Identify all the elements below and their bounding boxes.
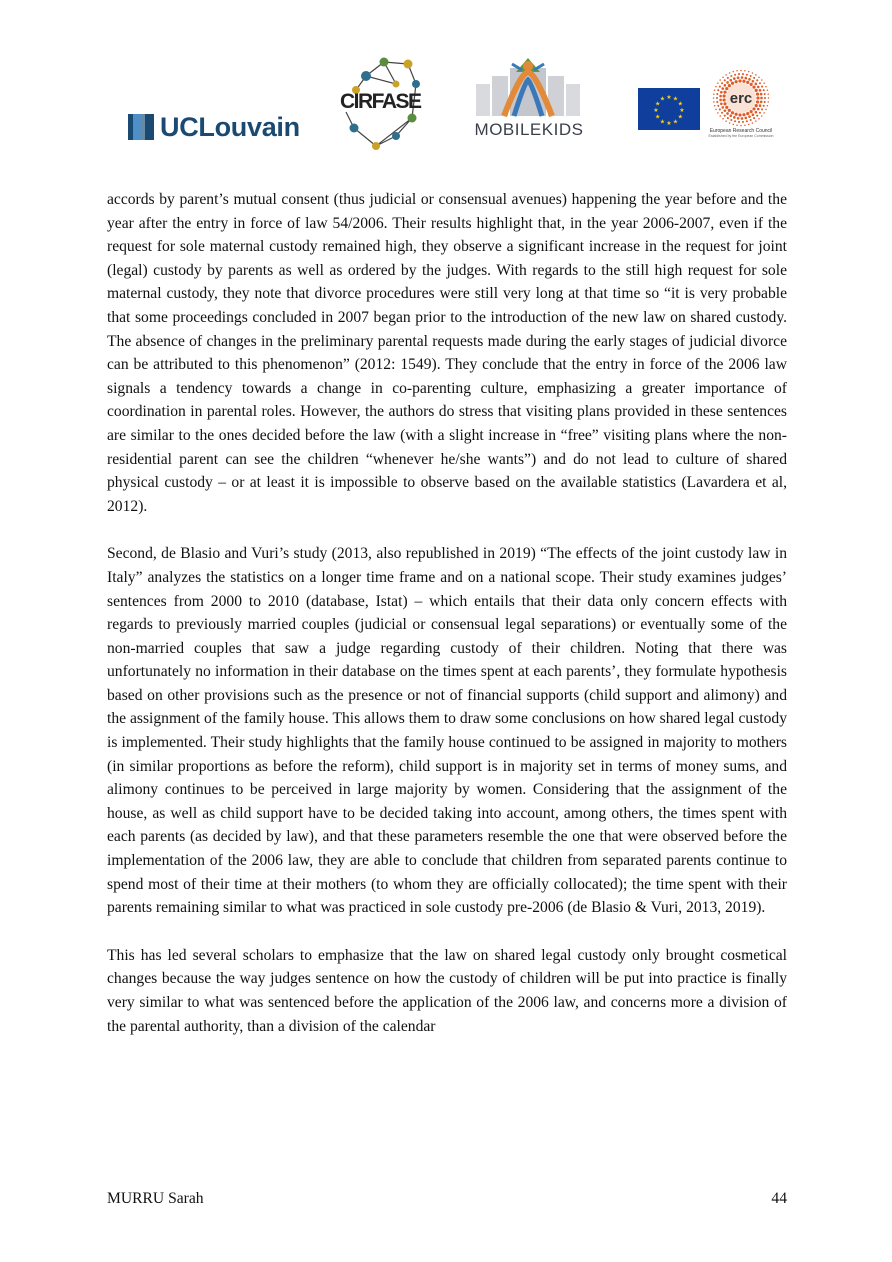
erc-dot-icon [761,108,763,110]
erc-dot-icon [727,117,729,119]
erc-dot-icon [752,113,755,116]
erc-dot-icon [733,116,736,119]
erc-dot-icon [765,86,767,88]
erc-dot-icon [738,113,741,116]
erc-dot-icon [748,124,750,126]
footer-page-number: 44 [771,1190,787,1207]
eu-star-icon: ★ [666,95,672,101]
erc-dot-icon [729,114,732,117]
erc-dot-icon [748,115,751,118]
erc-dot-icon [716,97,718,99]
erc-dot-icon [755,104,758,107]
erc-dot-icon [750,75,752,77]
erc-dot-icon [730,75,732,77]
erc-dot-icon [750,83,753,86]
erc-dot-icon [760,93,763,96]
eu-star-icon: ★ [666,121,672,127]
header-logos [0,0,892,160]
erc-dot-icon [713,93,715,95]
erc-dot-icon [767,101,769,103]
erc-dot-icon [759,104,762,107]
erc-dot-icon [727,77,729,79]
uclouvain-logo-text: UCLouvain [160,112,300,142]
erc-dot-icon [731,82,734,85]
erc-dot-icon [767,105,769,107]
erc-dot-icon [763,112,765,114]
erc-dot-icon [717,112,719,114]
erc-dot-icon [742,113,745,116]
erc-dot-icon [714,105,716,107]
erc-dot-icon [724,79,726,81]
erc-dot-icon [736,124,738,126]
erc-dot-icon [745,117,748,120]
erc-dot-icon [768,97,770,99]
erc-dot-icon [752,85,755,88]
erc-dot-icon [721,106,724,109]
erc-dot-icon [728,84,731,87]
erc-dot-icon [756,96,759,99]
erc-dot-icon [756,100,759,103]
erc-dot-icon [713,101,715,103]
erc-dot-icon [750,119,752,121]
erc-dot-icon [753,77,755,79]
erc-dot-icon [746,74,748,76]
erc-dot-icon [763,105,765,107]
erc-dot-icon [719,99,722,102]
erc-dot-icon [719,79,721,81]
erc-dot-icon [764,97,766,99]
erc-dot-icon [726,81,729,84]
erc-dot-icon [733,77,736,80]
erc-dot-icon [761,115,763,117]
erc-dot-icon [753,117,755,119]
erc-dot-icon [737,76,740,79]
erc-dot-icon [748,71,750,73]
document-body [107,188,787,1062]
erc-caption: European Research Council [709,128,773,134]
mobilekids-logo-text: MOBILEKIDS [474,120,584,139]
erc-dot-icon [724,84,727,87]
erc-dot-icon [719,86,721,88]
erc-dot-icon [752,72,754,74]
erc-dot-icon [746,112,749,115]
erc-dot-icon [752,80,755,83]
erc-dot-icon [761,86,763,88]
erc-dot-icon [755,89,758,92]
erc-dot-icon [719,108,721,110]
eu-star-icon: ★ [653,108,659,114]
erc-dot-icon [714,89,716,91]
erc-logo-text: erc [729,90,753,107]
erc-dot-icon [735,113,738,116]
erc-dot-icon [715,109,717,111]
erc-dot-icon [723,102,726,105]
erc-dot-icon [763,89,765,91]
erc-dot-icon [725,87,728,90]
erc-dot-icon [750,110,753,113]
erc-dot-icon [755,83,758,86]
erc-dot-icon [757,86,760,89]
eu-star-icon: ★ [677,114,683,121]
erc-dot-icon [722,76,724,78]
erc-dot-icon [760,97,763,100]
erc-dot-icon [738,121,740,123]
erc-dot-icon [755,111,758,114]
erc-logo [706,70,776,142]
erc-dot-icon [756,79,758,81]
erc-dot-icon [742,73,744,75]
erc-dot-icon [737,117,740,120]
erc-dot-icon [716,93,718,95]
mobilekids-emblem-icon [458,54,598,120]
erc-dot-icon [757,108,760,111]
erc-dot-icon [764,101,766,103]
erc-dot-icon [756,115,758,117]
body-paragraph: accords by parent’s mutual consent (thus judicial or consensual avenues) happening the year before and the year after the entry in force of law 54/2006. Their results highlight that, in the year 2006-2007, even if the request for sole maternal custody remained high, they observe a significant increase in the request for joint (legal) custody by parents as well as ordered by the judges. With regards to the still high request for sole maternal custody, they note that divorce procedures were still very long at that time so “it is very probable that some proceedings concluded in 2007 began prior to the introduction of the new law on shared custody. The absence of changes in the preliminary parental requests made during the early stages of judicial divorce can be attributed to this phenomenon” (2012: 1549). They conclude that the entry in force of the 2006 law signals a tendency towards a change in co-parenting culture, emphasizing a greater importance of coordination in parental roles. However, the authors do stress that visiting plans provided in these sentences are similar to the ones decided before the law (with a slight increase in “free” visiting plans where the non-residential parent can see the children “whenever he/she wants”) and do not lead to culture of shared physical custody – or at least it is impossible to observe based on the available statistics (Lavardera et al, 2012). [107,191,787,515]
eu-star-icon: ★ [655,114,661,121]
body-paragraph: Second, de Blasio and Vuri’s study (2013, also republished in 2019) “The effects of the joint custody law in Italy” analyzes the statistics on a longer time frame and on a national scope. Their study examines judges’ sentences from 2000 to 2010 (database, Istat) – which entails that their data only concern effects with regards to previously married couples (judicial or consensual legal separations) or eventually some of the non-married couples that saw a judge regarding custody of their children. Noting that there was unfortunately no information in their database on the times spent at each parents’, they formulate hypothesis based on other provisions such as the presence or not of financial supports (child support and alimony) and the assignment of the family house. This allows them to draw some conclusions on how shared legal custody is implemented. Their study highlights that the family house continued to be assigned in majority to mothers (in similar proportions as before the reform), child support is in majority set in terms of money sums, and alimony continues to be perceived in large majority by women. Considering that the assignment of the house, as well as child support have to be decided taking into account, among others, the times spent with each parents (as decided by law), and that these parameters resemble the one that were observed before the implementation of the 2006 law, they are able to conclude that children from separated parents continue to spend most of their time at their mothers (to whom they are officially collocated); the time spent with their parents remaining similar to what was practiced in sole custody pre-2006 (de Blasio & Vuri, 2013, 2019). [107,545,787,917]
erc-dot-icon [741,117,744,120]
erc-dot-icon [721,82,723,84]
erc-dot-icon [742,80,745,83]
erc-dot-icon [746,120,748,122]
erc-dot-icon [745,77,748,80]
eu-flag-logo [638,88,700,130]
erc-dot-icon [738,79,741,82]
uclouvain-mark-icon [128,114,154,140]
erc-dot-icon [759,89,762,92]
eu-star-icon: ★ [679,108,685,114]
erc-dot-icon [719,95,722,98]
erc-dot-icon [729,72,731,74]
eu-star-icon: ★ [672,119,679,126]
erc-dot-icon [736,70,738,72]
erc-dot-icon [767,89,769,91]
erc-dot-icon [724,115,726,117]
erc-dot-icon [748,78,751,81]
erc-dot-icon [767,93,769,95]
erc-dot-icon [729,122,731,124]
erc-dot-icon [738,73,740,75]
eu-star-icon: ★ [655,101,661,108]
erc-dot-icon [741,76,744,79]
cirfase-logo-text: CIRFASE [340,90,421,113]
erc-dot-icon [758,76,760,78]
erc-dot-icon [735,80,738,83]
erc-dot-icon [725,120,727,122]
erc-dot-icon [721,87,724,90]
erc-dot-icon [725,74,727,76]
erc-dot-icon [756,92,759,95]
erc-dot-icon [740,125,742,127]
erc-dot-icon [760,101,763,104]
erc-dot-icon [755,74,757,76]
eu-star-icon: ★ [659,119,666,126]
erc-dot-icon [732,124,734,126]
erc-dot-icon [720,102,723,105]
erc-dot-icon [717,89,719,91]
eu-flag-icon [638,88,700,130]
erc-dot-icon [725,106,728,109]
erc-dot-icon [713,97,715,99]
erc-dot-icon [732,71,734,73]
erc-dot-icon [740,70,742,71]
uclouvain-logo [128,110,318,144]
erc-dot-icon [723,94,726,97]
mobilekids-logo [458,54,598,144]
erc-dot-icon [716,101,718,103]
erc-dot-icon [744,70,746,72]
erc-dot-icon [758,118,760,120]
erc-dot-icon [734,120,736,122]
erc-dots-icon [706,70,776,128]
erc-dot-icon [717,82,719,84]
eu-star-icon: ★ [672,96,679,103]
erc-dot-icon [752,122,754,124]
footer-author: MURRU Sarah [107,1190,204,1207]
erc-dot-icon [717,105,719,107]
erc-dot-icon [721,112,723,114]
erc-dot-icon [744,124,746,126]
erc-dot-icon [734,74,736,76]
erc-dot-icon [742,121,744,123]
eu-star-icon: ★ [677,101,683,108]
erc-dot-icon [759,112,761,114]
erc-dot-icon [723,98,726,101]
erc-dot-icon [726,112,729,115]
erc-dot-icon [761,79,763,81]
erc-dot-icon [759,82,761,84]
erc-subcaption: Established by the European Commission [708,134,774,138]
erc-dot-icon [729,79,732,82]
erc-dot-icon [719,115,721,117]
erc-dot-icon [715,86,717,88]
erc-dot-icon [755,120,757,122]
erc-dot-icon [731,111,734,114]
erc-dot-icon [720,91,723,94]
erc-dot-icon [730,119,732,121]
body-paragraph: This has led several scholars to emphasize that the law on shared legal custody only brought cosmetical changes because the way judges sentence on how the custody of children will be put into practice is finally very similar to what was sentenced before the application of the 2006 law, and concerns more a division of the parental authority, than a division of the calendar [107,946,787,1035]
erc-dot-icon [746,81,749,84]
erc-dot-icon [763,82,765,84]
erc-dot-icon [722,118,724,120]
erc-dot-icon [723,91,726,94]
cirfase-logo [336,56,428,152]
erc-dot-icon [724,109,727,112]
erc-dot-icon [752,107,755,110]
eu-star-icon: ★ [659,96,666,103]
erc-dot-icon [764,93,766,95]
erc-dot-icon [765,109,767,111]
erc-dot-icon [728,109,731,112]
